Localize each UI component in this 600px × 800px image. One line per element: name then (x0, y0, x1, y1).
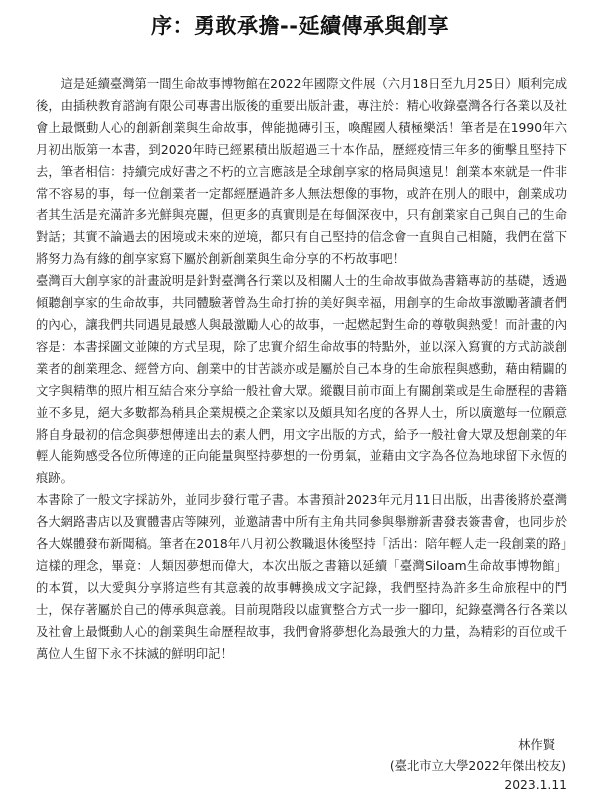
paragraph-3: 本書除了一般文字採訪外，並同步發行電子書。本書預計2023年元月11日出版，出書後將於臺灣各大網路書店以及實體書店等陳列，並邀請書中所有主角共同參與舉辦新書發表簽書會，也同步於各大媒體發布新聞稿。筆者在2018年八月初公教職退休後堅持「活出：陪年輕人走一段創業的路」這樣的理念，畢竟：人類因夢想而偉大，本次出版之書籍以延續「臺灣Siloam生命故事博物館」的本質，以大愛與分享將這些有其意義的故事轉換成文字記錄，我們堅持為許多生命旅程中的鬥士，保存著屬於自己的傳承與意義。目前現階段以虛實整合方式一步一腳印，紀錄臺灣各行各業以及社會上最慨動人心的創業與生命歷程故事，我們會將夢想化為最強大的力量，為精彩的百位或千萬位人生留下永不抹滅的鮮明印記！ (36, 493, 567, 661)
author-name: 林作賢 (518, 738, 555, 752)
signature-date: 2023.1.11 (504, 778, 567, 792)
paragraph-2: 臺灣百大創享家的計畫說明是針對臺灣各行業以及相關人士的生命故事做為書籍專訪的基礎，透過傾聽創享家的生命故事，共同體驗著曾為生命打拚的美好與幸福，用創享的生命故事激勵著讀者們的內心，讓我們共同遇見最感人與最激勵人心的故事，一起燃起對生命的尊敬與熱愛！而計畫的內容是：本書採圖文並陳的方式呈現，除了忠實介紹生命故事的特點外，並以深入寫實的方式訪談創業者的創業理念、經營方向、創業中的甘苦談亦或是屬於自己本身的生命旅程與感動，藉由精闢的文字與精準的照片相互結合來分享給一般社會大眾。縱觀目前市面上有關創業或是生命歷程的書籍並不多見，絕大多數都為稍具企業規模之企業家以及頗具知名度的各界人士，所以廣邀每一位願意將自身最初的信念與夢想傳達出去的素人們，用文字出版的方式，給予一般社會大眾及想創業的年輕人能夠感受各位所傳達的正向能量與堅持夢想的一份勇氣，並藉由文字為各位為地球留下永恆的痕跡。 (36, 274, 567, 486)
paragraph-1: 這是延續臺灣第一間生命故事博物館在2022年國際文件展（六月18日至九月25日）順利完成後，由插秧教育諮詢有限公司專書出版後的重要出版計畫，專注於：精心收錄臺灣各行各業以及社會上最慨動人心的創新創業與生命故事，俾能拋磚引玉，喚醒國人積極樂活！筆者是在1990年六月初出版第一本書，到2020年時已經累積出版超過三十本作品，歷經疫情三年多的衝擊且堅持下去，筆者相信：持續完成好書之不朽的立言應該是全球創享家的格局與遠見！創業本來就是一件非常不容易的事，每一位創業者一定都經歷過許多人無法想像的事物，或許在別人的眼中，創業成功者其生活是充滿許多光鮮與亮麗，但更多的真實則是在每個深夜中，只有創業家自己與自己的生命對話；其實不論過去的困境或未來的逆境，都只有自己堅持的信念會一直與自己相隨，我們在當下將努力為有緣的創享家寫下屬於創新創業與生命分享的不朽故事吧！ (36, 77, 567, 267)
document-body (36, 74, 567, 665)
author-affiliation: (臺北市立大學2022年傑出校友) (389, 759, 566, 773)
page-title: 序：勇敢承擔--延續傳承與創享 (151, 14, 449, 38)
